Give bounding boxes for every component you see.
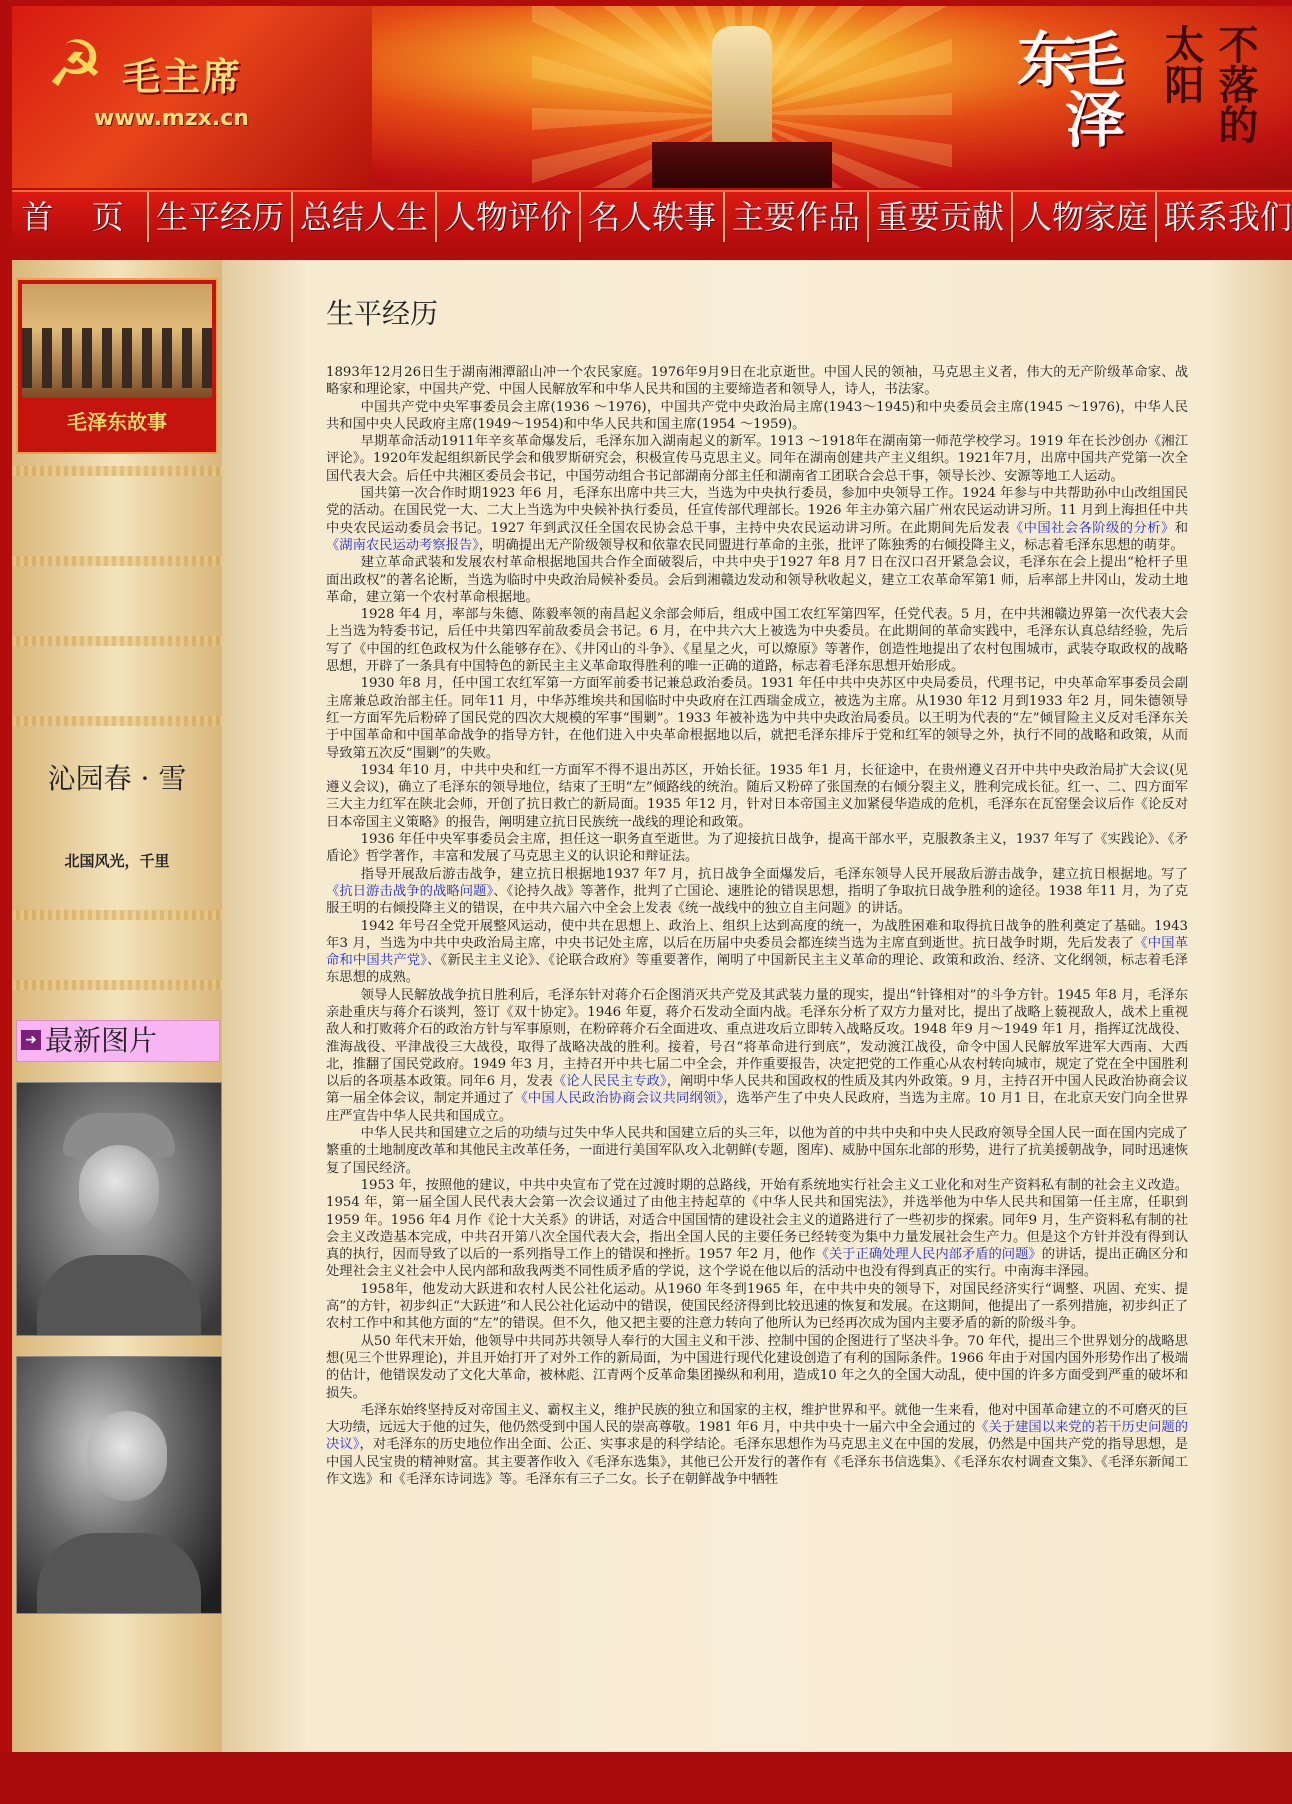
article-link[interactable]: 《中国革命和中国共产党》 — [326, 935, 1189, 969]
article-link[interactable]: 《中国社会各阶级的分析》 — [1009, 520, 1175, 536]
photo-body — [37, 1533, 201, 1613]
photo-face — [87, 1411, 167, 1501]
latest-images-header[interactable] — [16, 1020, 220, 1062]
calligraphy-name: 毛泽东 — [1007, 28, 1125, 148]
story-figures — [22, 328, 212, 388]
article-link[interactable]: 《湖南农民运动考察报告》 — [326, 537, 479, 553]
article-paragraph: 1936 年任中央军事委员会主席，担任这一职务直至逝世。为了迎接抗日战争，提高干部水平，克服教条主义，1937 年写了《实践论》、《矛盾论》哲学著作，丰富和发展了马克思主义的认识论和辩证法。 — [326, 832, 1188, 865]
right-arrow-icon: ➜ — [21, 1030, 41, 1050]
decor-divider — [12, 466, 222, 476]
article-paragraph: 1958年，他发动大跃进和农村人民公社化运动。从1960 年冬到1965 年，在中共中央的领导下，对国民经济实行“调整、巩固、充实、提高”的方针，初步纠正“大跃进”和人民公社化运动中的错误，使国民经济得到比较迅速的恢复和发展。在这期间，他提出了一系列措施，初步纠正了农村工作中和其他方面的“左”的错误。但不久，他又把主要的注意力转向了他所认为已经再次成为国内主要矛盾的新的阶级斗争。 — [326, 1281, 1188, 1332]
article-link[interactable]: 《抗日游击战争的战略问题》 — [326, 883, 494, 899]
site-title[interactable]: 毛主席 — [122, 55, 243, 99]
article-paragraph: 领导人民解放战争抗日胜利后，毛泽东针对蒋介石企图消灭共产党及其武装力量的现实，提出“针锋相对”的斗争方针。1945 年8 月，毛泽东亲赴重庆与蒋介石谈判，签订《双十协定》。1946 年夏，蒋介石发动全面内战。毛泽东分析了双方力量对比，提出了战略上藐视敌人，战术上重视敌人和打败蒋介石的政治方针与军事原则，在粉碎蒋介石全面进攻、重点进攻后立即转入战略反攻。1948 年9 月～1949 年1 月，指挥辽沈战役、淮海战役、平津战役三大战役，取得了战略决战的胜利。接着，号召“将革命进行到底”，发动渡江战役，命令中国人民解放军进军大西南、大西北，推翻了国民党政府。1949 年3 月，主持召开中共七届二中全会，并作重要报告，决定把党的工作重心从农村转向城市，规定了党在全中国胜利以后的各项基本政策。同年6 月，发表《论人民民主专政》，阐明中华人民共和国政权的性质及其内外政策。9 月，主持召开中国人民政治协商会议第一届全体会议，制定并通过了《中国人民政治协商会议共同纲领》，选举产生了中央人民政府，当选为主席。10 月1 日，在北京天安门向全世界庄严宣告中华人民共和国成立。 — [326, 987, 1189, 1124]
latest-photo[interactable] — [16, 1356, 222, 1614]
decor-divider — [12, 910, 222, 920]
article-link[interactable]: 《关于正确处理人民内部矛盾的问题》 — [815, 1247, 1042, 1263]
article-paragraph: 毛泽东始终坚持反对帝国主义、霸权主义，维护民族的独立和国家的主权，维护世界和平。就他一生来看，他对中国革命建立的不可磨灭的巨大功绩，远远大于他的过失，他仍然受到中国人民的崇高尊敬。1981 年6 月，中共中央十一届六中全会通过的《关于建国以来党的若干历史问题的决议》，对毛泽东的历史地位作出全面、公正、实事求是的科学结论。毛泽东思想作为马克思主义在中国的发展，仍然是中国共产党的指导思想，是中国人民宝贵的精神财富。其主要著作收入《毛泽东选集》，其他已公开发行的著作有《毛泽东书信选集》、《毛泽东农村调查文集》、《毛泽东新闻工作文选》和《毛泽东诗词选》等。毛泽东有三子二女。长子在朝鲜战争中牺牲 — [326, 1402, 1188, 1487]
article-paragraph: 建立革命武装和发展农村革命根据地国共合作全面破裂后，中共中央于1927 年8 月7 日在汉口召开紧急会议，毛泽东在会上提出“枪杆子里面出政权”的著名论断，当选为临时中央政治局候补委员。会后到湘赣边发动和领导秋收起义，建立工农革命军第1 师，后率部上井冈山，发动土地革命，建立第一个农村革命根据地。 — [326, 555, 1188, 605]
nav-home[interactable]: 首 页 — [12, 192, 149, 242]
article-paragraph: 指导开展敌后游击战争，建立抗日根据地1937 年7 月，抗日战争全面爆发后，毛泽东领导人民开展敌后游击战争，建立抗日根据地。写了《抗日游击战争的战略问题》、《论持久战》等著作，批判了亡国论、速胜论的错误思想，指明了争取抗日战争胜利的途径。1938 年11 月，为了克服王明的右倾投降主义的错误，在中共六届六中全会上发表《统一战线中的独立自主问题》的讲话。 — [326, 866, 1189, 917]
article-paragraph: 1942 年号召全党开展整风运动，使中共在思想上、政治上、组织上达到高度的统一，为战胜困难和取得抗日战争的胜利奠定了基础。1943 年3 月，当选为中共中央政治局主席，中央书记处主席，以后在历届中央委员会都连续当选为主席直到逝世。抗日战争时期，先后发表了《中国革命和中国共产党》、《新民主主义论》、《论联合政府》等重要著作，阐明了中国新民主主义革命的理论、政策和政治、经济、文化纲领，标志着毛泽东思想的成熟。 — [326, 918, 1189, 986]
article-paragraph: 国共第一次合作时期1923 年6 月，毛泽东出席中共三大，当选为中央执行委员，参加中央领导工作。1924 年参与中共帮助孙中山改组国民党的活动。在国民党一大、二大上当选为中央候补执行委员，任宣传部代理部长。1926 年主办第六届广州农民运动讲习所。11 月到上海担任中共中央农民运动委员会书记。1927 年到武汉任全国农民协会总干事，主持中央农民运动讲习所。在此期间先后发表《中国社会各阶级的分析》和《湖南农民运动考察报告》，明确提出无产阶级领导权和依靠农民同盟进行革命的主张，批评了陈独秀的右倾投降主义，标志着毛泽东思想的萌芽。 — [326, 486, 1188, 553]
nav-family[interactable]: 人物家庭 — [1013, 192, 1157, 242]
nav-contact[interactable]: 联系我们 — [1163, 198, 1292, 236]
statue-image — [712, 26, 772, 144]
decor-divider — [12, 980, 222, 990]
article-paragraph: 1934 年10 月，中共中央和红一方面军不得不退出苏区，开始长征。1935 年1 月，长征途中，在贵州遵义召开中共中央政治局扩大会议(见遵义会议)，确立了毛泽东的领导地位，结束了王明“左”倾路线的统治。随后又粉碎了张国焘的右倾分裂主义，胜利完成长征。红一、二、四方面军三大主力红军在陕北会师，开创了抗日救亡的新局面。1935 年12 月，针对日本帝国主义加紧侵华造成的危机，毛泽东在瓦窑堡会议后作《论反对日本帝国主义策略》的报告，阐明建立抗日民族统一战线的理论和政策。 — [326, 762, 1188, 830]
main-nav — [12, 190, 1292, 244]
decor-divider — [12, 716, 222, 726]
article-paragraph: 从50 年代末开始，他领导中共同苏共领导人奉行的大国主义和干涉、控制中国的企图进行了坚决斗争。70 年代，提出三个世界划分的战略思想(见三个世界理论)，并且开始打开了对外工作的新局面，为中国进行现代化建设创造了有利的国际条件。1966 年由于对国内国外形势作出了极端的估计，他错误发动了文化大革命，被林彪、江青两个反革命集团操纵和利用，造成10 年之久的全国大动乱，使中国的许多方面受到严重的破坏和损失。 — [326, 1333, 1188, 1401]
decor-divider — [12, 636, 222, 646]
nav-works[interactable]: 主要作品 — [725, 192, 869, 242]
hammer-sickle-icon: ☭ — [46, 28, 104, 102]
decor-divider — [12, 556, 222, 566]
calligraphy-logo — [1007, 20, 1274, 180]
article-paragraph: 早期革命活动1911年辛亥革命爆发后，毛泽东加入湖南起义的新军。1913 ～1918年在湖南第一师范学校学习。1919 年在长沙创办《湘江评论》。1920年发起组织新民学会和俄罗斯研究会，积极宣传马克思主义。同年在湖南创建共产主义组织。1921年7月，出席中国共产党第一次全国代表大会。后任中共湘区委员会书记，中国劳动组合书记部湖南分部主任和湖南省工团联合会总干事，领导长沙、安源等地工人运动。 — [326, 434, 1188, 484]
site-banner — [12, 6, 1292, 188]
main-content — [222, 260, 1292, 1752]
article-link[interactable]: 《论人民民主专政》 — [552, 1074, 667, 1090]
photo-face — [79, 1145, 159, 1235]
article-paragraph: 中国共产党中央军事委员会主席(1936 ～1976)，中国共产党中央政治局主席(1943～1945)和中央委员会主席(1945 ～1976)，中华人民共和国中央人民政府主席(1949～1954)和中华人民共和国主席(1954 ～1959)。 — [326, 399, 1188, 432]
nav-evaluation[interactable]: 人物评价 — [437, 192, 581, 242]
article-link[interactable]: 《中国人民政治协商会议共同纲领》 — [514, 1091, 724, 1107]
calligraphy-slogan: 不落的太阳 — [1158, 24, 1259, 144]
story-image[interactable] — [22, 284, 212, 398]
nav-life-summary[interactable]: 总结人生 — [293, 192, 437, 242]
article-link[interactable]: 《关于建国以来党的若干历史问题的决议》 — [326, 1420, 1188, 1453]
statue-pedestal — [652, 142, 832, 188]
story-banner[interactable] — [16, 278, 218, 454]
nav-biography[interactable]: 生平经历 — [149, 192, 293, 242]
page-title: 生平经历 — [326, 297, 439, 330]
latest-images-title[interactable]: 最新图片 — [45, 1024, 158, 1057]
footer-strip — [0, 1752, 1292, 1804]
article-paragraph: 中华人民共和国建立之后的功绩与过失中华人民共和国建立后的头三年，以他为首的中共中央和中央人民政府领导全国人民一面在国内完成了繁重的土地制度改革和其他民主改革任务，一面进行美国军队攻入北朝鲜(专题，图库)、威胁中国东北部的形势，进行了抗美援朝战争，同时迅速恢复了国民经济。 — [326, 1126, 1188, 1176]
nav-anecdotes[interactable]: 名人轶事 — [581, 192, 725, 242]
frame-top-strip — [12, 242, 1292, 260]
story-label[interactable]: 毛泽东故事 — [67, 410, 167, 434]
article-paragraph: 1928 年4 月，率部与朱德、陈毅率领的南昌起义余部会师后，组成中国工农红军第四军，任党代表。5 月，在中共湘赣边界第一次代表大会上当选为特委书记，后任中共第四军前敌委员会书记。6 月，在中共六大上被选为中央委员。在此期间的革命实践中，毛泽东认真总结经验，先后写了《中国的红色政权为什么能够存在》、《井冈山的斗争》、《星星之火，可以燎原》等著作，创造性地提出了农村包围城市，武装夺取政权的战略思想，开辟了一条具有中国特色的新民主主义革命取得胜利的唯一正确的道路，标志着毛泽东思想开始形成。 — [326, 607, 1188, 675]
nav-contributions[interactable]: 重要贡献 — [869, 192, 1013, 242]
article-paragraph: 1893年12月26日生于湖南湘潭韶山冲一个农民家庭。1976年9月9日在北京逝世。中国人民的领袖，马克思主义者，伟大的无产阶级革命家、战略家和理论家，中国共产党、中国人民解放军和中华人民共和国的主要缔造者和领导人，诗人，书法家。 — [326, 365, 1188, 398]
latest-photo[interactable] — [16, 1082, 222, 1336]
article-paragraph: 1930 年8 月，任中国工农红军第一方面军前委书记兼总政治委员。1931 年任中共中央苏区中央局委员，代理书记，中央革命军事委员会副主席兼总政治部主任。同年11 月，中华苏维埃共和国临时中央政府在江西瑞金成立，被选为主席。从1930 年12 月到1933 年2 月，同朱德领导红一方面军先后粉碎了国民党的四次大规模的军事“围剿”。1933 年被补选为中共中央政治局委员。以王明为代表的“左”倾冒险主义反对毛泽东关于中国革命和中国革命战争的指导方针，在他们进入中央革命根据地以后，就把毛泽东排斥于党和红军的领导之外，执行不同的战略和政策，从而导致第五次反“围剿”的失败。 — [326, 676, 1188, 761]
poem-line: 北国风光，千里 — [64, 852, 170, 870]
article-paragraph: 1953 年，按照他的建议，中共中央宣布了党在过渡时期的总路线，开始有系统地实行社会主义工业化和对生产资料私有制的社会主义改造。1954 年，第一届全国人民代表大会第一次会议通过了由他主持起草的《中华人民共和国宪法》，并选举他为中华人民共和国第一任主席，任职到1959 年。1956 年4 月作《论十大关系》的讲话，对适合中国国情的建设社会主义的道路进行了一些初步的探索。同年9 月，生产资料私有制的社会主义改造基本完成，中共召开第八次全国代表大会，指出全国人民的主要任务已经转变为集中力量发展社会生产力。但是这个方针并没有得到认真的执行，因而导致了以后的一系列指导工作上的错误和挫折。1957 年2 月，他作《关于正确处理人民内部矛盾的问题》的讲话，提出正确区分和处理社会主义社会中人民内部和敌我两类不同性质矛盾的学说，这个学说在他以后的活动中也没有得到真正的实行。中南海丰泽园。 — [326, 1177, 1189, 1280]
article-body — [326, 364, 1188, 1488]
sidebar — [12, 260, 222, 1752]
site-url[interactable]: www.mzx.cn — [94, 106, 249, 131]
poem-title: 沁园春 · 雪 — [47, 762, 187, 795]
photo-body — [37, 1255, 201, 1335]
